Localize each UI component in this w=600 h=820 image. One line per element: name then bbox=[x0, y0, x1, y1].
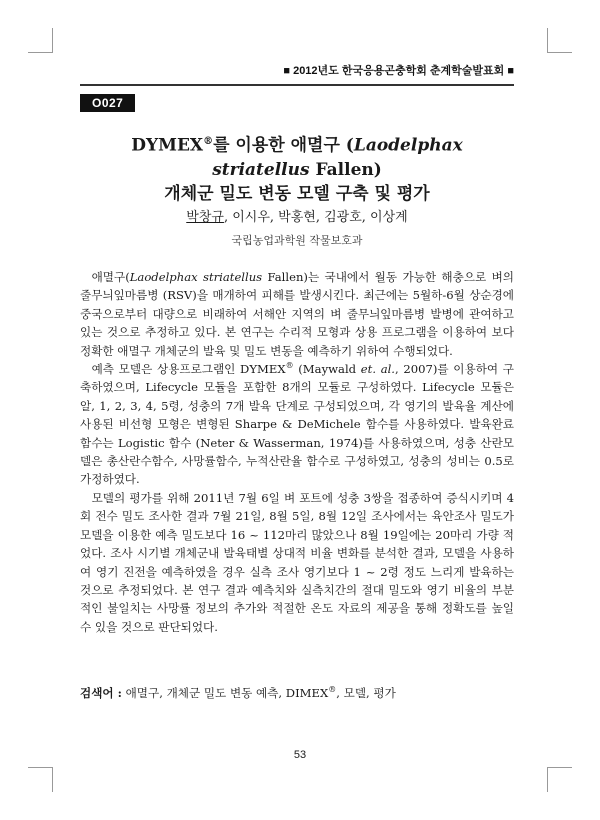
header-rule bbox=[80, 84, 514, 86]
abstract-code-badge: O027 bbox=[80, 94, 135, 112]
paragraph-1: 애멸구(Laodelphax striatellus Fallen)는 국내에서 월동 가능한 해충으로 벼의 줄무늬잎마름병 (RSV)을 매개하여 피해를 발생시킨다. 최근에는 5월하-6월 상순경에 중국으로부터 대량으로 비래하여 서해안 지역의 벼 줄무늬잎마름병 발병에 관여하고 있는 것으로 추정하고 있다. 본 연구는 수리적 모형과 상용 프로그램을 이용하여 보다 정확한 애멸구 개체군의 발육 및 밀도 변동을 예측하기 위하여 수행되었다. bbox=[80, 270, 514, 358]
title-line-2: 개체군 밀도 변동 모델 구축 및 평가 bbox=[164, 183, 430, 204]
affiliation: 국립농업과학원 작물보호과 bbox=[231, 234, 363, 247]
crop-mark-top-left bbox=[28, 28, 53, 53]
paragraph-2: 예측 모델은 상용프로그램인 DYMEX® (Maywald et. al., 2007)를 이용하여 구축하였으며, Lifecycle 모듈을 포함한 8개의 모듈로 구성하였다. Lifecycle 모듈은 알, 1, 2, 3, 4, 5령, 성충의 7개 발육 단계로 구성되었으며, 각 영기의 발육율 계산에 사용된 비선형 모형은 변형된 Sharpe & DeMichele 함수를 사용하였다. 발육완료 함수는 Logistic 함수 (Neter & Wasserman, 1974)를 사용하였으며, 성충 산란모델은 총산란수함수, 사망률함수, 누적산란율 함수로 구성하였고, 성충의 성비는 0.5로 가정하였다. bbox=[80, 361, 514, 487]
keywords: 검색어 : 애멸구, 개체군 밀도 변동 예측, DIMEX®, 모델, 평가 bbox=[80, 685, 396, 700]
title-line-1: DYMEX®를 이용한 애멸구 (Laodelphax striatellus Fallen) bbox=[131, 135, 463, 180]
running-header: ■ 2012년도 한국응용곤충학회 춘계학술발표회 ■ bbox=[283, 65, 514, 77]
keywords-label: 검색어 : bbox=[80, 686, 122, 700]
presenting-author: 박창규 bbox=[186, 210, 224, 225]
paragraph-3: 모델의 평가를 위해 2011년 7월 6일 벼 포트에 성충 3쌍을 접종하여 증식시키며 4회 전수 밀도 조사한 결과 7월 21일, 8월 5일, 8월 12일 조사에서는 육안조사 밀도가 모델을 이용한 예측 밀도보다 16 ~ 112마리 많았으나 8월 19일에는 20마리 가량 적었다. 조사 시기별 개체군내 발육태별 상대적 비율 변화를 분석한 결과, 모델을 사용하여 영기 진전을 예측하였을 경우 실측 조사 영기보다 1 ~ 2령 정도 느리게 발육하는 것으로 추정되었다. 본 연구 결과 예측치와 실측치간의 절대 밀도와 영기 비율의 부분적인 불일치는 사망률 정보의 추가와 적절한 온도 자료의 제공을 통해 정확도를 높일 수 있을 것으로 판단되었다. bbox=[80, 490, 514, 634]
crop-mark-top-right bbox=[547, 28, 572, 53]
abstract-body bbox=[80, 268, 514, 636]
crop-mark-bottom-right bbox=[547, 767, 572, 792]
author-list: 박창규, 이시우, 박홍현, 김광호, 이상계 bbox=[186, 210, 408, 225]
page-number: 53 bbox=[293, 749, 307, 761]
paper-title bbox=[80, 130, 514, 206]
crop-mark-bottom-left bbox=[28, 767, 53, 792]
